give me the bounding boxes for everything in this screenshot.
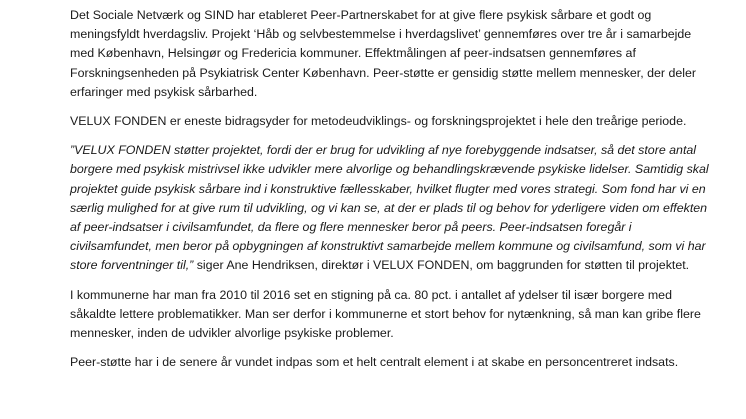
paragraph-quote: [70, 141, 710, 275]
paragraph-intro: Det Sociale Netværk og SIND har etableret Peer-Partnerskabet for at give flere psykisk sårbare et godt og meningsfyldt hverdagsliv. Projekt ‘Håb og selvbestemmelse i hverdagslivet’ gennemføres over tre år i samarbejde med København, Helsingør og Fredericia kommuner. Effektmålingen af peer-indsatsen gennemføres af Forskningsenheden på Psykiatrisk Center København. Peer-støtte er gensidig støtte mellem mennesker, der deler erfaringer med psykisk sårbarhed.: [70, 8, 697, 99]
quote-text: ”VELUX FONDEN støtter projektet, fordi der er brug for udvikling af nye forebyggende indsatser, så det store antal borgere med psykisk mistrivsel ikke udvikler mere alvorlige og behandlingskrævende psykiske lidelser. Samtidig skal projektet guide psykisk sårbare ind i konstruktive fællesskaber, hvilket flugter med vores strategi. Som fond har vi en særlig mulighed for at give rum til udvikling, og vi kan se, at der er plads til og behov for yderligere viden om effekten af peer-indsatser i civilsamfundet, da flere og flere mennesker beror på peers. Peer-indsatsen foregår i civilsamfundet, men beror på opbygningen af konstruktivt samarbejde mellem kommune og civilsamfund, som vi har store forventninger til,”: [70, 143, 709, 273]
paragraph-funding: VELUX FONDEN er eneste bidragsyder for metodeudviklings- og forskningsprojektet i hele den treårige periode.: [70, 114, 687, 129]
paragraph-peer-support: Peer-støtte har i de senere år vundet indpas som et helt centralt element i at skabe en personcentreret indsats.: [70, 355, 679, 370]
quote-attribution: siger Ane Hendriksen, direktør i VELUX FONDEN, om baggrunden for støtten til projektet.: [193, 258, 690, 273]
paragraph-municipalities: I kommunerne har man fra 2010 til 2016 set en stigning på ca. 80 pct. i antallet af ydelser til især borgere med såkaldte lettere problematikker. Man ser derfor i kommunerne et stort behov for nytænkning, så man kan gribe flere mennesker, inden de udvikler alvorlige psykiske problemer.: [70, 287, 701, 341]
document-body: [70, 6, 710, 382]
